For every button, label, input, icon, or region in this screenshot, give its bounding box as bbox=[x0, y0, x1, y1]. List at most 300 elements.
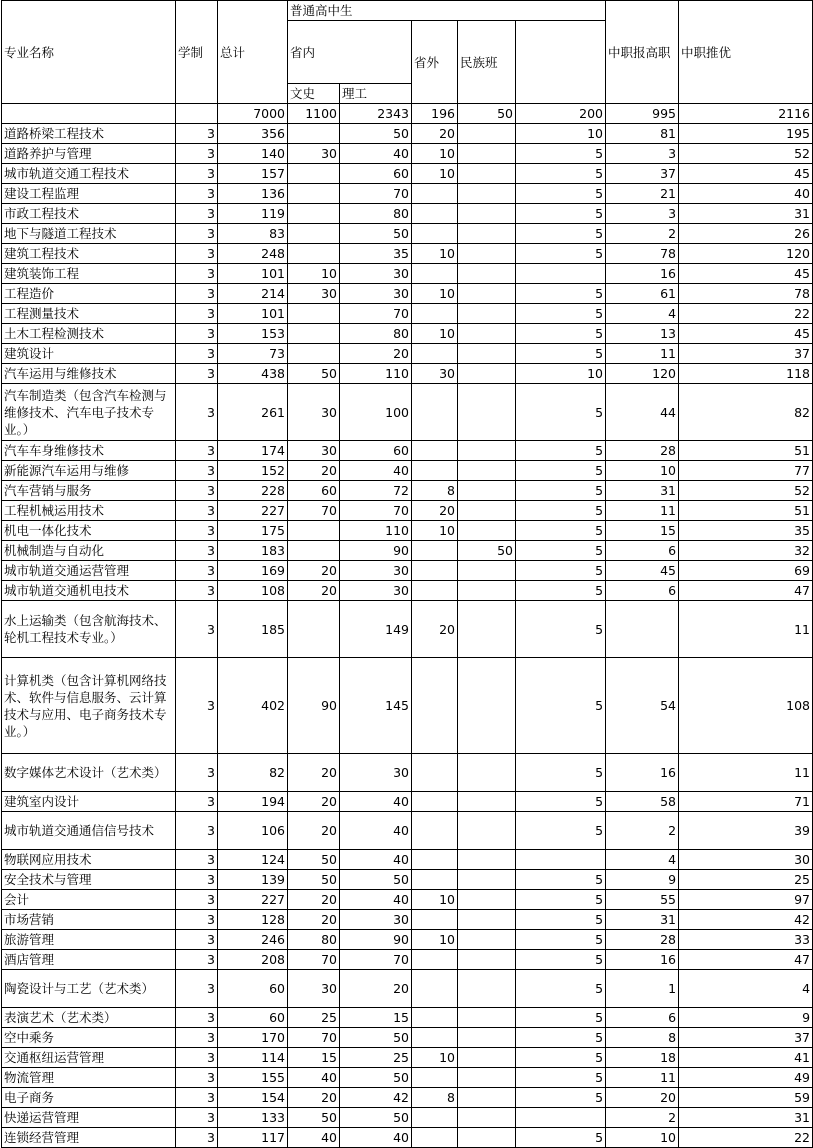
table-row bbox=[2, 344, 813, 364]
row-years: 3 bbox=[176, 1008, 218, 1028]
row-out-province bbox=[412, 950, 458, 970]
row-name: 道路桥梁工程技术 bbox=[2, 124, 176, 144]
row-name: 工程机械运用技术 bbox=[2, 501, 176, 521]
row-ethnic bbox=[458, 930, 516, 950]
header-vocational: 中职报高职 bbox=[606, 1, 679, 104]
row-years: 3 bbox=[176, 244, 218, 264]
row-out-province bbox=[412, 910, 458, 930]
row-recommended: 4 bbox=[606, 304, 679, 324]
row-vocational: 5 bbox=[516, 244, 606, 264]
row-years: 3 bbox=[176, 264, 218, 284]
row-name: 交通枢纽运营管理 bbox=[2, 1048, 176, 1068]
row-years: 3 bbox=[176, 481, 218, 501]
row-ethnic bbox=[458, 364, 516, 384]
row-ethnic bbox=[458, 910, 516, 930]
row-ethnic bbox=[458, 1048, 516, 1068]
row-recommended: 31 bbox=[606, 481, 679, 501]
row-arts: 30 bbox=[288, 441, 340, 461]
row-name: 电子商务 bbox=[2, 1088, 176, 1108]
row-science: 72 bbox=[340, 481, 412, 501]
row-vocational: 5 bbox=[516, 501, 606, 521]
header-in-province: 省内 bbox=[288, 21, 412, 84]
row-ethnic bbox=[458, 244, 516, 264]
row-vocational: 10 bbox=[516, 124, 606, 144]
row-total: 133 bbox=[218, 1108, 288, 1128]
row-recommended bbox=[606, 601, 679, 658]
row-years: 3 bbox=[176, 601, 218, 658]
row-ethnic bbox=[458, 1028, 516, 1048]
row-independent: 26 bbox=[679, 224, 813, 244]
row-ethnic bbox=[458, 870, 516, 890]
totals-independent: 2116 bbox=[679, 104, 813, 124]
row-total: 170 bbox=[218, 1028, 288, 1048]
row-science: 145 bbox=[340, 658, 412, 754]
row-independent: 108 bbox=[679, 658, 813, 754]
row-total: 157 bbox=[218, 164, 288, 184]
row-independent: 45 bbox=[679, 264, 813, 284]
row-vocational: 5 bbox=[516, 970, 606, 1008]
row-vocational: 5 bbox=[516, 461, 606, 481]
table-row bbox=[2, 264, 813, 284]
row-science: 25 bbox=[340, 1048, 412, 1068]
row-arts: 20 bbox=[288, 812, 340, 850]
row-name: 汽车运用与维修技术 bbox=[2, 364, 176, 384]
row-science: 30 bbox=[340, 910, 412, 930]
header-out-province: 省外 bbox=[412, 21, 458, 104]
row-arts: 10 bbox=[288, 264, 340, 284]
row-science: 90 bbox=[340, 930, 412, 950]
row-ethnic bbox=[458, 124, 516, 144]
table-row bbox=[2, 792, 813, 812]
row-ethnic bbox=[458, 324, 516, 344]
row-independent: 30 bbox=[679, 850, 813, 870]
row-arts: 20 bbox=[288, 561, 340, 581]
row-total: 83 bbox=[218, 224, 288, 244]
row-years: 3 bbox=[176, 344, 218, 364]
row-science: 149 bbox=[340, 601, 412, 658]
row-years: 3 bbox=[176, 1108, 218, 1128]
row-ethnic bbox=[458, 561, 516, 581]
table-row bbox=[2, 1028, 813, 1048]
row-vocational: 5 bbox=[516, 541, 606, 561]
row-total: 214 bbox=[218, 284, 288, 304]
row-vocational: 5 bbox=[516, 344, 606, 364]
row-independent: 40 bbox=[679, 184, 813, 204]
row-recommended: 78 bbox=[606, 244, 679, 264]
row-independent: 71 bbox=[679, 792, 813, 812]
row-out-province bbox=[412, 658, 458, 754]
row-independent: 82 bbox=[679, 384, 813, 441]
row-independent: 78 bbox=[679, 284, 813, 304]
table-row bbox=[2, 658, 813, 754]
row-science: 42 bbox=[340, 1088, 412, 1108]
row-arts bbox=[288, 224, 340, 244]
totals-row bbox=[2, 104, 813, 124]
row-science: 15 bbox=[340, 1008, 412, 1028]
totals-recommended: 995 bbox=[606, 104, 679, 124]
row-years: 3 bbox=[176, 144, 218, 164]
row-vocational: 5 bbox=[516, 324, 606, 344]
row-out-province bbox=[412, 204, 458, 224]
row-vocational: 5 bbox=[516, 812, 606, 850]
header-arts: 文史 bbox=[288, 84, 340, 104]
row-out-province: 20 bbox=[412, 601, 458, 658]
row-total: 152 bbox=[218, 461, 288, 481]
row-recommended: 21 bbox=[606, 184, 679, 204]
row-independent: 31 bbox=[679, 204, 813, 224]
row-arts bbox=[288, 244, 340, 264]
row-years: 3 bbox=[176, 324, 218, 344]
table-row bbox=[2, 581, 813, 601]
row-science: 70 bbox=[340, 501, 412, 521]
row-years: 3 bbox=[176, 204, 218, 224]
row-name: 空中乘务 bbox=[2, 1028, 176, 1048]
row-years: 3 bbox=[176, 812, 218, 850]
row-recommended: 54 bbox=[606, 658, 679, 754]
row-recommended: 55 bbox=[606, 890, 679, 910]
table-row bbox=[2, 1048, 813, 1068]
table-row bbox=[2, 164, 813, 184]
row-out-province: 10 bbox=[412, 144, 458, 164]
row-total: 402 bbox=[218, 658, 288, 754]
row-vocational bbox=[516, 850, 606, 870]
row-years: 3 bbox=[176, 850, 218, 870]
row-years: 3 bbox=[176, 890, 218, 910]
row-vocational: 5 bbox=[516, 1068, 606, 1088]
table-row bbox=[2, 950, 813, 970]
row-name: 建筑工程技术 bbox=[2, 244, 176, 264]
row-science: 110 bbox=[340, 521, 412, 541]
row-years: 3 bbox=[176, 501, 218, 521]
row-years: 3 bbox=[176, 521, 218, 541]
row-recommended: 6 bbox=[606, 1008, 679, 1028]
row-total: 261 bbox=[218, 384, 288, 441]
totals-vocational: 200 bbox=[516, 104, 606, 124]
row-total: 60 bbox=[218, 970, 288, 1008]
row-arts: 50 bbox=[288, 1108, 340, 1128]
row-years: 3 bbox=[176, 1088, 218, 1108]
row-vocational: 5 bbox=[516, 521, 606, 541]
table-row bbox=[2, 930, 813, 950]
row-total: 101 bbox=[218, 304, 288, 324]
row-name: 汽车车身维修技术 bbox=[2, 441, 176, 461]
row-years: 3 bbox=[176, 461, 218, 481]
row-recommended: 13 bbox=[606, 324, 679, 344]
row-science: 40 bbox=[340, 850, 412, 870]
row-ethnic bbox=[458, 264, 516, 284]
row-years: 3 bbox=[176, 441, 218, 461]
row-years: 3 bbox=[176, 910, 218, 930]
row-total: 208 bbox=[218, 950, 288, 970]
row-total: 60 bbox=[218, 1008, 288, 1028]
row-independent: 59 bbox=[679, 1088, 813, 1108]
row-name: 水上运输类（包含航海技术、轮机工程技术专业。） bbox=[2, 601, 176, 658]
row-name: 快递运营管理 bbox=[2, 1108, 176, 1128]
row-recommended: 9 bbox=[606, 870, 679, 890]
row-ethnic bbox=[458, 501, 516, 521]
row-recommended: 45 bbox=[606, 561, 679, 581]
row-out-province bbox=[412, 754, 458, 792]
row-arts: 70 bbox=[288, 1028, 340, 1048]
row-recommended: 44 bbox=[606, 384, 679, 441]
table-row bbox=[2, 441, 813, 461]
row-vocational: 5 bbox=[516, 144, 606, 164]
table-row bbox=[2, 284, 813, 304]
row-science: 50 bbox=[340, 124, 412, 144]
row-vocational: 5 bbox=[516, 1028, 606, 1048]
row-recommended: 10 bbox=[606, 461, 679, 481]
row-name: 城市轨道交通运营管理 bbox=[2, 561, 176, 581]
table-row bbox=[2, 1088, 813, 1108]
row-vocational: 5 bbox=[516, 304, 606, 324]
row-independent: 22 bbox=[679, 304, 813, 324]
row-science: 70 bbox=[340, 950, 412, 970]
row-science: 40 bbox=[340, 144, 412, 164]
row-total: 140 bbox=[218, 144, 288, 164]
row-arts bbox=[288, 344, 340, 364]
row-out-province bbox=[412, 1068, 458, 1088]
row-arts: 50 bbox=[288, 870, 340, 890]
row-out-province: 10 bbox=[412, 1048, 458, 1068]
row-vocational: 5 bbox=[516, 930, 606, 950]
row-years: 3 bbox=[176, 1128, 218, 1148]
row-recommended: 15 bbox=[606, 521, 679, 541]
row-out-province bbox=[412, 344, 458, 364]
row-total: 154 bbox=[218, 1088, 288, 1108]
row-vocational: 5 bbox=[516, 1008, 606, 1028]
row-arts: 40 bbox=[288, 1068, 340, 1088]
table-row bbox=[2, 1128, 813, 1148]
row-years: 3 bbox=[176, 930, 218, 950]
row-vocational: 5 bbox=[516, 601, 606, 658]
row-science: 70 bbox=[340, 304, 412, 324]
row-ethnic bbox=[458, 970, 516, 1008]
row-ethnic bbox=[458, 344, 516, 364]
row-out-province bbox=[412, 184, 458, 204]
row-name: 城市轨道交通工程技术 bbox=[2, 164, 176, 184]
row-years: 3 bbox=[176, 970, 218, 1008]
row-independent: 120 bbox=[679, 244, 813, 264]
row-name: 安全技术与管理 bbox=[2, 870, 176, 890]
header-recommended: 中职推优 bbox=[679, 1, 813, 104]
row-vocational: 5 bbox=[516, 384, 606, 441]
header-years: 学制 bbox=[176, 1, 218, 104]
row-out-province bbox=[412, 224, 458, 244]
row-science: 50 bbox=[340, 1068, 412, 1088]
totals-out: 196 bbox=[412, 104, 458, 124]
row-arts: 90 bbox=[288, 658, 340, 754]
row-ethnic bbox=[458, 1068, 516, 1088]
row-vocational: 5 bbox=[516, 224, 606, 244]
row-years: 3 bbox=[176, 364, 218, 384]
enrollment-table bbox=[1, 0, 813, 1148]
table-row bbox=[2, 521, 813, 541]
row-total: 248 bbox=[218, 244, 288, 264]
table-row bbox=[2, 364, 813, 384]
row-arts: 30 bbox=[288, 970, 340, 1008]
row-vocational: 5 bbox=[516, 164, 606, 184]
row-out-province: 20 bbox=[412, 124, 458, 144]
table-row bbox=[2, 970, 813, 1008]
row-years: 3 bbox=[176, 1048, 218, 1068]
row-arts: 20 bbox=[288, 581, 340, 601]
row-recommended: 28 bbox=[606, 930, 679, 950]
row-recommended: 120 bbox=[606, 364, 679, 384]
row-recommended: 6 bbox=[606, 541, 679, 561]
row-recommended: 1 bbox=[606, 970, 679, 1008]
row-independent: 31 bbox=[679, 1108, 813, 1128]
row-ethnic bbox=[458, 304, 516, 324]
table-row bbox=[2, 850, 813, 870]
row-science: 40 bbox=[340, 890, 412, 910]
row-ethnic bbox=[458, 850, 516, 870]
row-science: 90 bbox=[340, 541, 412, 561]
row-name: 机电一体化技术 bbox=[2, 521, 176, 541]
row-out-province bbox=[412, 441, 458, 461]
row-years: 3 bbox=[176, 124, 218, 144]
row-independent: 4 bbox=[679, 970, 813, 1008]
row-science: 100 bbox=[340, 384, 412, 441]
table-row bbox=[2, 754, 813, 792]
row-vocational: 5 bbox=[516, 284, 606, 304]
row-name: 建筑装饰工程 bbox=[2, 264, 176, 284]
row-independent: 42 bbox=[679, 910, 813, 930]
row-total: 194 bbox=[218, 792, 288, 812]
row-arts bbox=[288, 204, 340, 224]
row-ethnic bbox=[458, 461, 516, 481]
row-vocational: 10 bbox=[516, 364, 606, 384]
row-name: 道路养护与管理 bbox=[2, 144, 176, 164]
row-total: 128 bbox=[218, 910, 288, 930]
row-science: 30 bbox=[340, 754, 412, 792]
row-science: 110 bbox=[340, 364, 412, 384]
header-ethnic: 民族班 bbox=[458, 21, 516, 104]
table-row bbox=[2, 1008, 813, 1028]
row-out-province bbox=[412, 581, 458, 601]
row-name: 表演艺术（艺术类） bbox=[2, 1008, 176, 1028]
row-out-province bbox=[412, 870, 458, 890]
row-total: 108 bbox=[218, 581, 288, 601]
row-ethnic bbox=[458, 204, 516, 224]
row-out-province: 8 bbox=[412, 1088, 458, 1108]
table-row bbox=[2, 870, 813, 890]
table-row bbox=[2, 890, 813, 910]
row-vocational: 5 bbox=[516, 441, 606, 461]
row-science: 30 bbox=[340, 561, 412, 581]
row-ethnic bbox=[458, 384, 516, 441]
row-recommended: 58 bbox=[606, 792, 679, 812]
row-name: 会计 bbox=[2, 890, 176, 910]
row-recommended: 8 bbox=[606, 1028, 679, 1048]
row-total: 124 bbox=[218, 850, 288, 870]
row-total: 136 bbox=[218, 184, 288, 204]
row-name: 城市轨道交通通信信号技术 bbox=[2, 812, 176, 850]
table-row bbox=[2, 204, 813, 224]
row-arts: 15 bbox=[288, 1048, 340, 1068]
row-years: 3 bbox=[176, 792, 218, 812]
totals-label-cell bbox=[2, 104, 176, 124]
row-science: 30 bbox=[340, 581, 412, 601]
row-vocational bbox=[516, 264, 606, 284]
row-ethnic bbox=[458, 521, 516, 541]
row-independent: 51 bbox=[679, 441, 813, 461]
row-out-province: 10 bbox=[412, 164, 458, 184]
row-out-province bbox=[412, 561, 458, 581]
row-total: 246 bbox=[218, 930, 288, 950]
row-science: 40 bbox=[340, 792, 412, 812]
row-science: 50 bbox=[340, 1108, 412, 1128]
row-name: 新能源汽车运用与维修 bbox=[2, 461, 176, 481]
row-years: 3 bbox=[176, 561, 218, 581]
row-arts: 20 bbox=[288, 461, 340, 481]
totals-science: 2343 bbox=[340, 104, 412, 124]
row-independent: 52 bbox=[679, 481, 813, 501]
row-vocational: 5 bbox=[516, 910, 606, 930]
row-total: 228 bbox=[218, 481, 288, 501]
row-independent: 25 bbox=[679, 870, 813, 890]
row-vocational: 5 bbox=[516, 870, 606, 890]
table-row bbox=[2, 384, 813, 441]
row-independent: 11 bbox=[679, 601, 813, 658]
row-years: 3 bbox=[176, 541, 218, 561]
row-independent: 45 bbox=[679, 164, 813, 184]
row-years: 3 bbox=[176, 1028, 218, 1048]
row-years: 3 bbox=[176, 224, 218, 244]
row-recommended: 16 bbox=[606, 264, 679, 284]
row-name: 物联网应用技术 bbox=[2, 850, 176, 870]
row-vocational: 5 bbox=[516, 1128, 606, 1148]
row-arts bbox=[288, 601, 340, 658]
row-years: 3 bbox=[176, 164, 218, 184]
row-recommended: 2 bbox=[606, 812, 679, 850]
row-recommended: 3 bbox=[606, 204, 679, 224]
table-row bbox=[2, 324, 813, 344]
row-science: 50 bbox=[340, 870, 412, 890]
row-vocational: 5 bbox=[516, 581, 606, 601]
row-recommended: 20 bbox=[606, 1088, 679, 1108]
row-arts bbox=[288, 541, 340, 561]
row-science: 30 bbox=[340, 284, 412, 304]
row-independent: 39 bbox=[679, 812, 813, 850]
row-years: 3 bbox=[176, 284, 218, 304]
row-independent: 49 bbox=[679, 1068, 813, 1088]
row-arts: 20 bbox=[288, 910, 340, 930]
row-ethnic bbox=[458, 601, 516, 658]
row-out-province bbox=[412, 812, 458, 850]
row-years: 3 bbox=[176, 1068, 218, 1088]
row-arts: 30 bbox=[288, 144, 340, 164]
row-ethnic bbox=[458, 792, 516, 812]
row-arts: 40 bbox=[288, 1128, 340, 1148]
table-body bbox=[2, 124, 813, 1148]
row-ethnic bbox=[458, 890, 516, 910]
row-arts: 20 bbox=[288, 792, 340, 812]
row-total: 82 bbox=[218, 754, 288, 792]
row-name: 计算机类（包含计算机网络技术、软件与信息服务、云计算技术与应用、电子商务技术专业。） bbox=[2, 658, 176, 754]
row-arts: 30 bbox=[288, 384, 340, 441]
row-independent: 195 bbox=[679, 124, 813, 144]
row-name: 土木工程检测技术 bbox=[2, 324, 176, 344]
row-independent: 69 bbox=[679, 561, 813, 581]
row-out-province bbox=[412, 792, 458, 812]
row-years: 3 bbox=[176, 658, 218, 754]
row-name: 建筑设计 bbox=[2, 344, 176, 364]
row-total: 101 bbox=[218, 264, 288, 284]
row-vocational: 5 bbox=[516, 754, 606, 792]
row-out-province bbox=[412, 1028, 458, 1048]
row-name: 数字媒体艺术设计（艺术类） bbox=[2, 754, 176, 792]
row-independent: 118 bbox=[679, 364, 813, 384]
